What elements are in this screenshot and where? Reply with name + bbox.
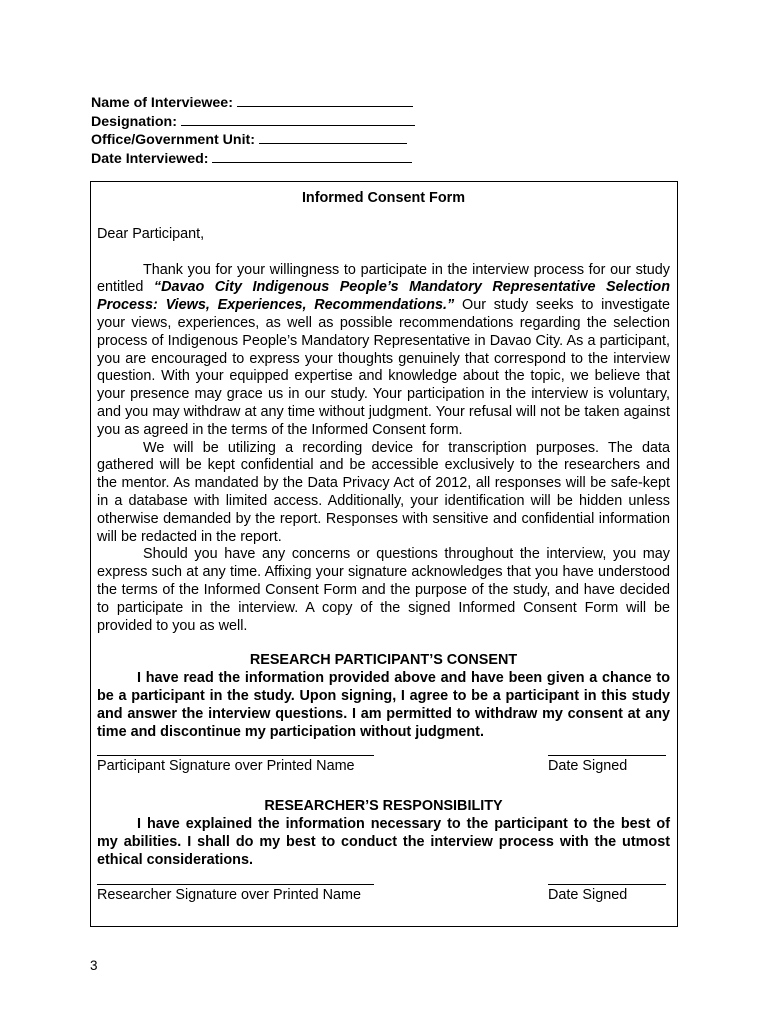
date-interviewed-field[interactable]: [91, 150, 431, 169]
participant-signature-row: [97, 751, 670, 781]
field-label: Date Interviewed:: [91, 150, 209, 167]
researcher-date-line[interactable]: [548, 884, 666, 885]
participant-signature-line[interactable]: [97, 755, 374, 756]
designation-field[interactable]: [91, 113, 431, 132]
researcher-responsibility-title: RESEARCHER’S RESPONSIBILITY: [264, 798, 503, 815]
page-number: 3: [90, 958, 98, 973]
participant-signature-label: Participant Signature over Printed Name: [97, 758, 355, 775]
interviewee-details: [91, 94, 431, 168]
participant-consent-text: I have read the information provided above and have been given a chance to be a participant in the study. Upon signing, I agree to be a participant in this study and answer the interview questions. I am permitted to withdraw my consent at any time and discontinue my participation without judgment.: [97, 670, 670, 740]
researcher-responsibility-text: I have explained the information necessary to the participant to the best of my abilities. I shall do my best to conduct the interview process with the utmost ethical considerations.: [97, 816, 670, 868]
concerns-paragraph: Should you have any concerns or questions throughout the interview, you may express such at any time. Affixing your signature acknowledges that you have understood the terms of the Informed Consent Form and the purpose of the study, and have decided to participate in the interview. A copy of the signed Informed Consent Form will be provided to you as well.: [97, 546, 670, 634]
confidentiality-paragraph: We will be utilizing a recording device for transcription purposes. The data gathered will be kept confidential and be accessible exclusively to the researchers and the mentor. As mandated by the Data Privacy Act of 2012, all responses will be safe-kept in a database with limited access. Additionally, your identification will be hidden unless otherwise demanded by the report. Responses with sensitive and confidential information will be redacted in the report.: [97, 439, 670, 545]
intro-text: Thank you for your willingness to participate in the interview process for our study entitled: [97, 261, 670, 296]
office-field[interactable]: [91, 131, 431, 150]
participant-date-line[interactable]: [548, 755, 666, 756]
blank-line: [237, 94, 413, 107]
blank-line: [181, 113, 415, 126]
researcher-signature-row: [97, 880, 670, 910]
participant-consent-title: RESEARCH PARTICIPANT’S CONSENT: [249, 652, 518, 669]
intro-paragraph: [97, 262, 670, 440]
greeting: Dear Participant,: [97, 225, 205, 242]
field-label: Name of Interviewee:: [91, 95, 233, 111]
interviewee-name-field[interactable]: [91, 94, 431, 113]
study-title: “Davao City Indigenous People’s Mandatory Representative Selection Process: Views, Experiences, Recommendations.”: [97, 279, 671, 314]
form-title: Informed Consent Form: [301, 190, 466, 206]
blank-line: [212, 150, 412, 163]
informed-consent-box: [90, 181, 678, 927]
researcher-signature-label: Researcher Signature over Printed Name: [97, 886, 361, 903]
blank-line: [259, 131, 407, 144]
researcher-date-label: Date Signed: [548, 886, 628, 903]
researcher-signature-line[interactable]: [97, 884, 374, 885]
field-label: Designation:: [91, 113, 177, 130]
field-label: Office/Government Unit:: [91, 132, 255, 149]
participant-date-label: Date Signed: [548, 758, 628, 775]
intro-text-continued: Our study seeks to investigate your views, experiences, as well as possible recommendations regarding the selection process of Indigenous People’s Mandatory Representative in Davao City. As a participant, you are encouraged to express your thoughts genuinely that correspond to the interview question. With your equipped expertise and knowledge about the topic, we believe that your presence may grace us in our study. Your participation in the interview is voluntary, and you may withdraw at any time without judgment. Your refusal will not be taken against you as agreed in the terms of the Informed Consent form.: [97, 297, 670, 438]
